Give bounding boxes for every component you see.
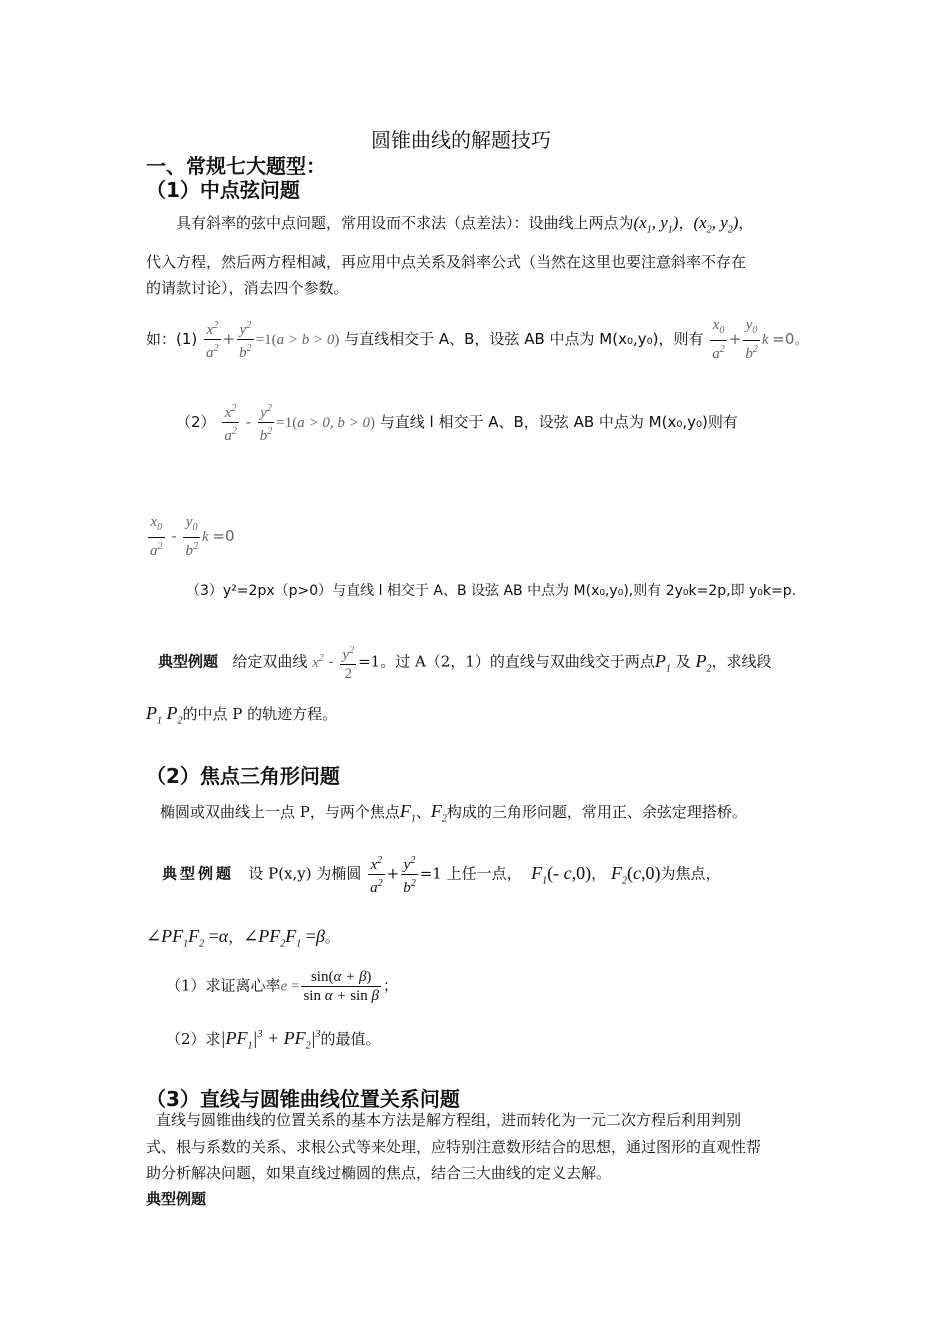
- paragraph-line: 的请款讨论），消去四个参数。: [146, 279, 349, 297]
- paragraph-line: 直线与圆锥曲线的位置关系的基本方法是解方程组，进而转化为一元二次方程后利用判别: [156, 1111, 742, 1129]
- section-heading: 一、常规七大题型：: [146, 154, 326, 178]
- page-title: 圆锥曲线的解题技巧: [371, 128, 551, 152]
- paragraph: 椭圆或双曲线上一点 P，与两个焦点$F_1$、$F_2$构成的三角形问题，常用正、余弦定理搭桥。: [160, 801, 747, 825]
- subsection-heading-focal-triangle: （2）焦点三角形问题: [146, 764, 340, 788]
- angle-definitions: $\angle PF_1F_2 =\alpha$，$\angle PF_2F_1 =\beta$。: [146, 926, 340, 950]
- paragraph: 具有斜率的弦中点问题，常用设而不求法（点差法）：设曲线上两点为($x_1$, $y_1$)，($x_2$, $y_2$)，: [176, 213, 754, 236]
- example-1: 典型例题 给定双曲线 $x^2$ - $\frac{y^2}{2}$ =1。过 A（2，1）的直线与双曲线交于两点$P_1$ 及 $P_2$，求线段: [158, 645, 772, 682]
- example-label: 典型例题: [146, 1190, 207, 1208]
- example-1-line2: $P_1$ $P_2$的中点 P 的轨迹方程。: [146, 703, 338, 727]
- formula-item-3: （3）y²=2px（p>0）与直线 l 相交于 A、B 设弦 AB 中点为 M(x₀,y₀),则有 2y₀k=2p,即 y₀k=p.: [186, 583, 797, 599]
- formula-item-1: 如：(1) $\frac{x^2}{a^2}$ + $\frac{y^2}{b^2}$ =1(a > b > 0) 与直线相交于 A、B，设弦 AB 中点为 M(x₀,y₀)，则有 $\frac{x_0}{a^2}$ + $\frac{y_0}{b^2}$ k =0。: [146, 317, 810, 362]
- paragraph-line: 助分析解决问题，如果直线过椭圆的焦点，结合三大曲线的定义去解。: [146, 1164, 612, 1182]
- subsection-heading-line-conic: （3）直线与圆锥曲线位置关系问题: [146, 1087, 460, 1111]
- paragraph-line: 式、根与系数的关系、求根公式等来处理，应特别注意数形结合的思想，通过图形的直观性帮: [146, 1138, 762, 1156]
- formula-item-2-result: $\frac{x_0}{a^2}$ - $\frac{y_0}{b^2}$ k =0: [150, 514, 235, 559]
- question-2: （2）求$|PF_1|^3 + PF_2|^3$的最值。: [166, 1028, 381, 1052]
- paragraph-line: 代入方程，然后两方程相减，再应用中点关系及斜率公式（当然在这里也要注意斜率不存在: [146, 253, 747, 271]
- example-2: 典型例题 设 P(x,y) 为椭圆 $\frac{x^2}{a^2}$ + $\frac{y^2}{b^2}$ =1 上任一点， $F_1(-$ c,0)， $F_2(c,0)$为焦点，: [162, 855, 721, 896]
- question-1: （1）求证离心率e = $\frac{\sin(\alpha + \beta)}{\text{sin α + sin β}}$ ；: [166, 969, 398, 1004]
- subsection-heading-midpoint: （1）中点弦问题: [146, 178, 300, 202]
- formula-item-2: （2） $\frac{x^2}{a^2}$ - $\frac{y^2}{b^2}$ =1(a > 0, b > 0) 与直线 l 相交于 A、B，设弦 AB 中点为 M(x₀,y₀)则有: [176, 403, 738, 444]
